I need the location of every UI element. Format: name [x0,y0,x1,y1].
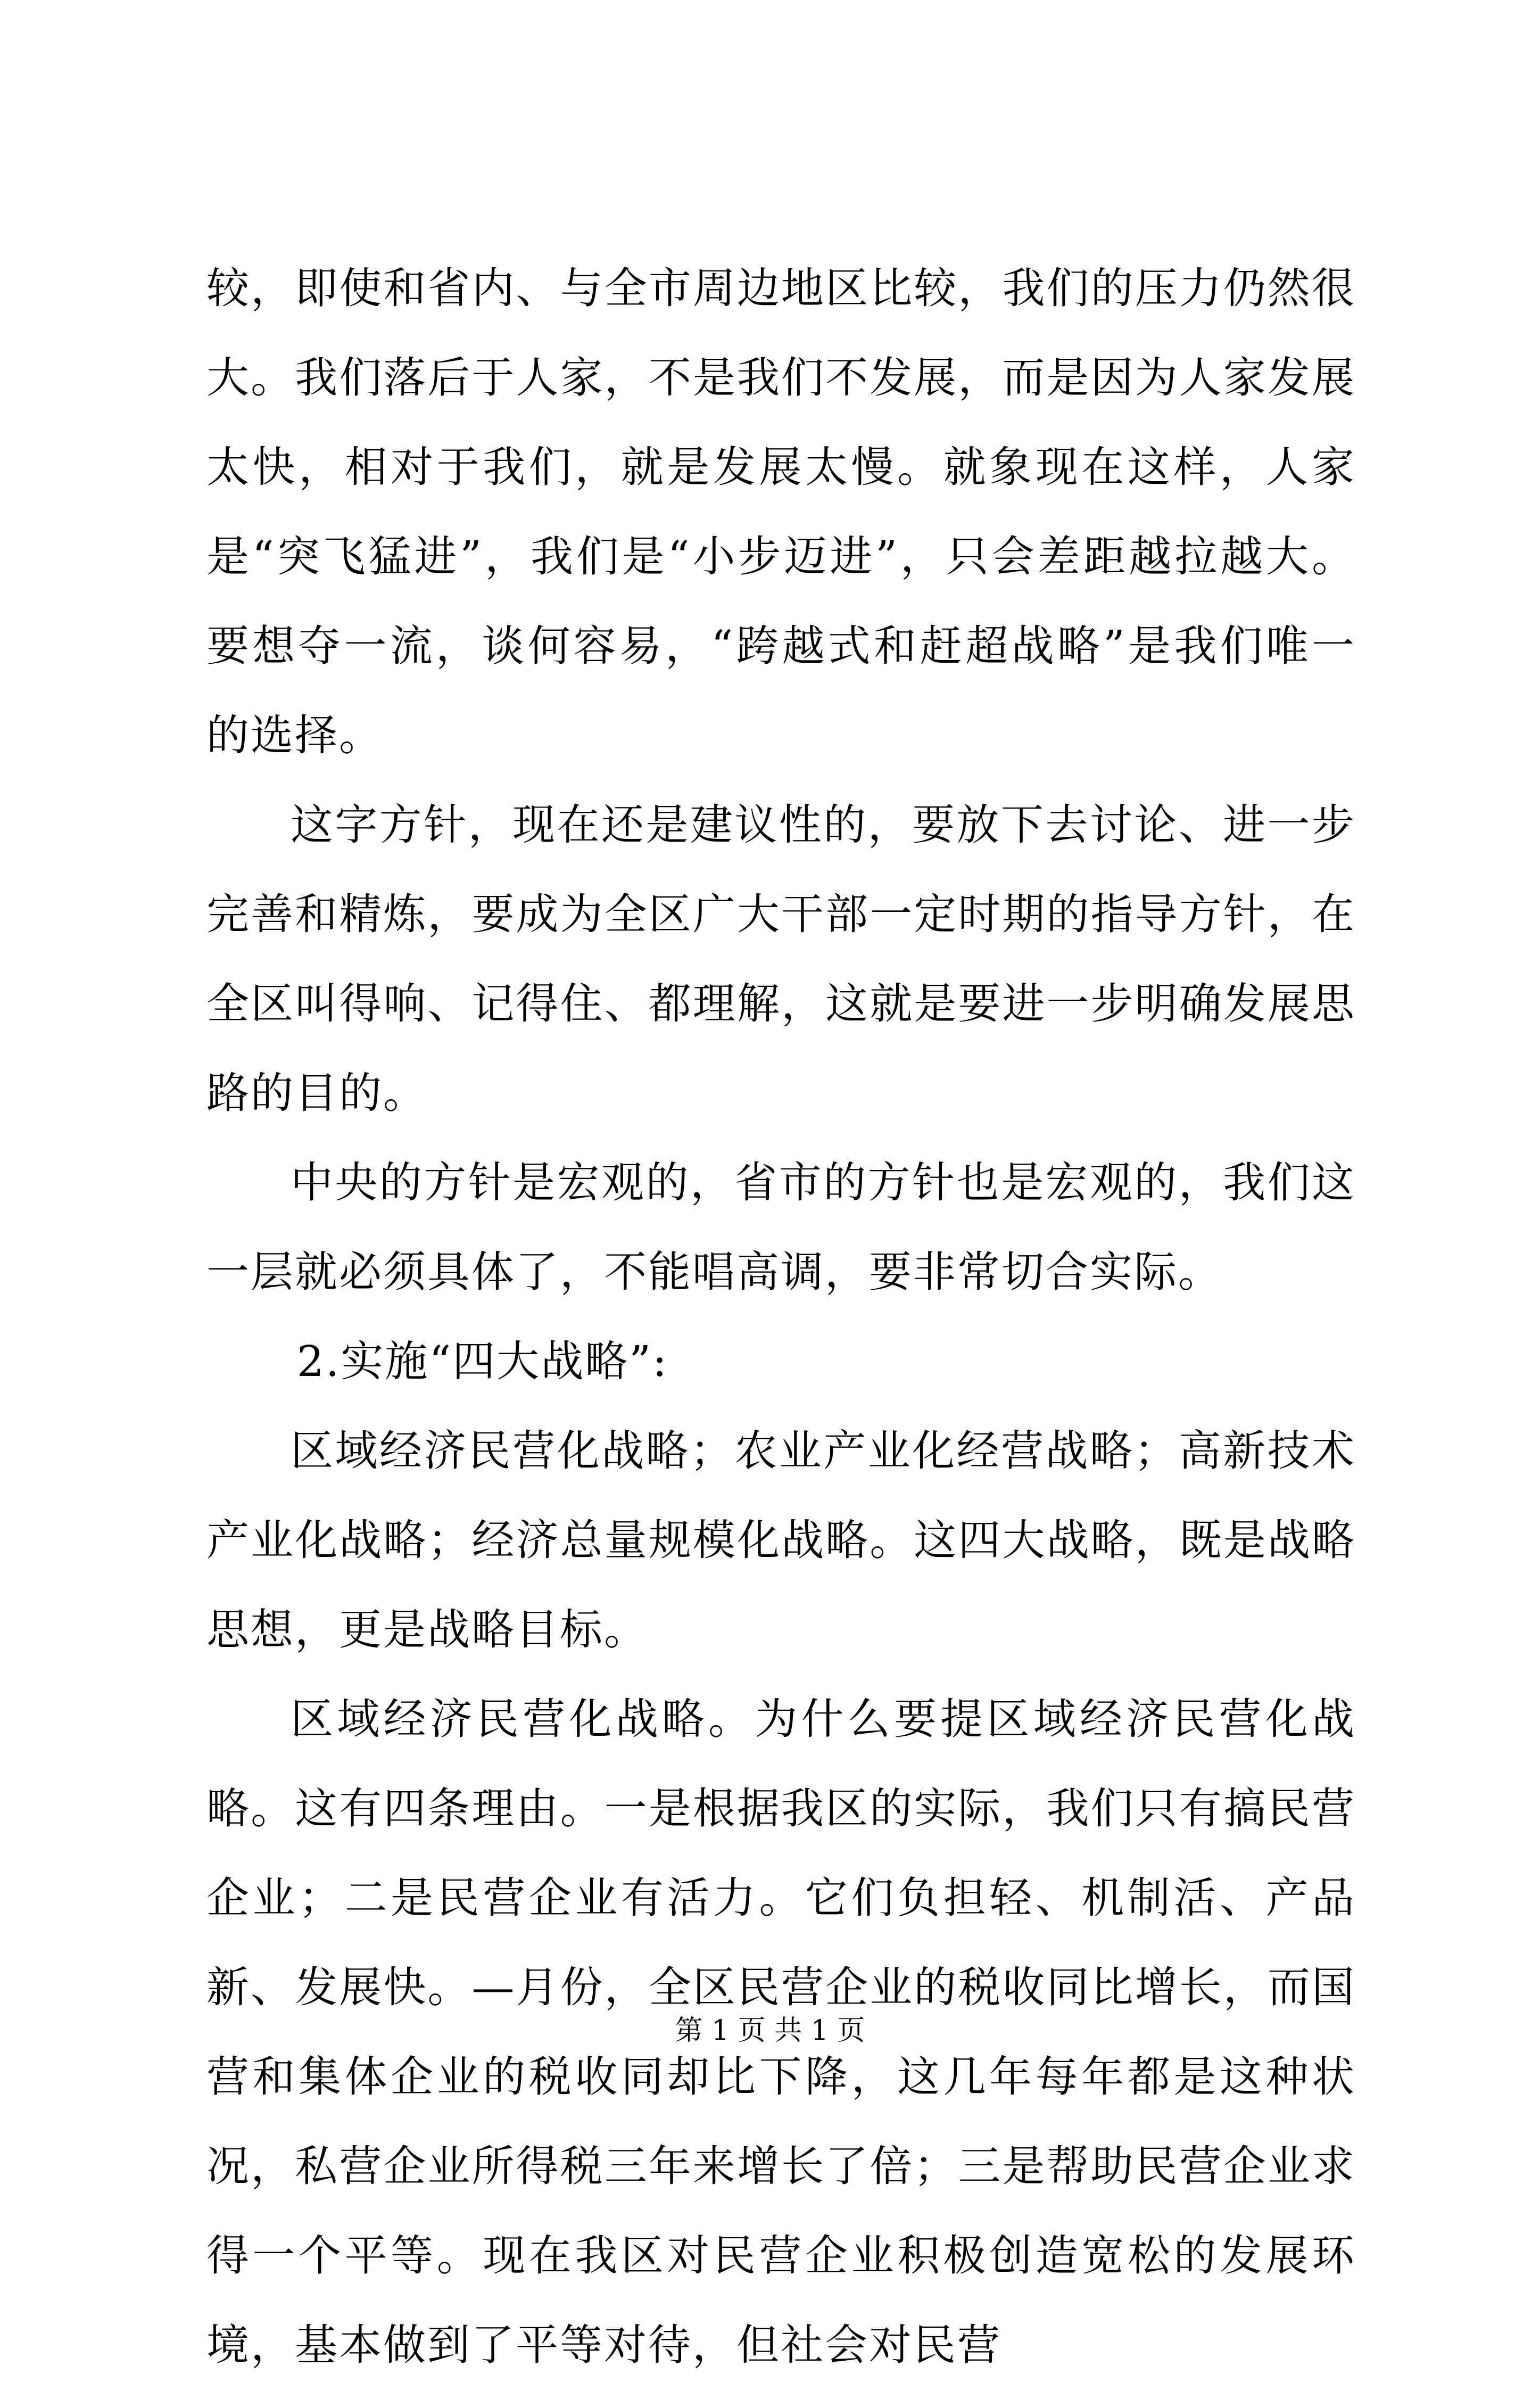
paragraph-strategy-list: 区域经济民营化战略；农业产业化经营战略；高新技术产业化战略；经济总量规模化战略。这四大战略，既是战略思想，更是战略目标。 [206,1426,1356,1654]
document-body [206,244,1356,2390]
paragraph-privatization-strategy: 区域经济民营化战略。为什么要提区域经济民营化战略。这有四条理由。一是根据我区的实际，我们只有搞民营企业；二是民营企业有活力。它们负担轻、机制活、产品新、发展快。—月份，全区民营企业的税收同比增长，而国营和集体企业的税收同却比下降，这几年每年都是这种状况，私营企业所得税三年来增长了倍；三是帮助民营企业求得一个平等。现在我区对民营企业积极创造宽松的发展环境，基本做到了平等对待，但社会对民营 [206,1694,1356,2370]
page-footer: 第 1 页 共 1 页 [675,2015,865,2047]
paragraph-guideline: 这字方针，现在还是建议性的，要放下去讨论、进一步完善和精炼，要成为全区广大干部一定时期的指导方针，在全区叫得响、记得住、都理解，这就是要进一步明确发展思路的目的。 [206,800,1356,1118]
paragraph-continuation: 较，即使和省内、与全市周边地区比较，我们的压力仍然很大。我们落后于人家，不是我们不发展，而是因为人家发展太快，相对于我们，就是发展太慢。就象现在这样，人家是“突飞猛进”，我们是“小步迈进”，只会差距越拉越大。要想夺一流，谈何容易，“跨越式和赶超战略”是我们唯一的选择。 [206,263,1356,760]
paragraph-central-policy: 中央的方针是宏观的，省市的方针也是宏观的，我们这一层就必须具体了，不能唱高调，要非常切合实际。 [206,1158,1356,1297]
section-heading-four-strategies: 2.实施“四大战略”: [297,1337,669,1386]
